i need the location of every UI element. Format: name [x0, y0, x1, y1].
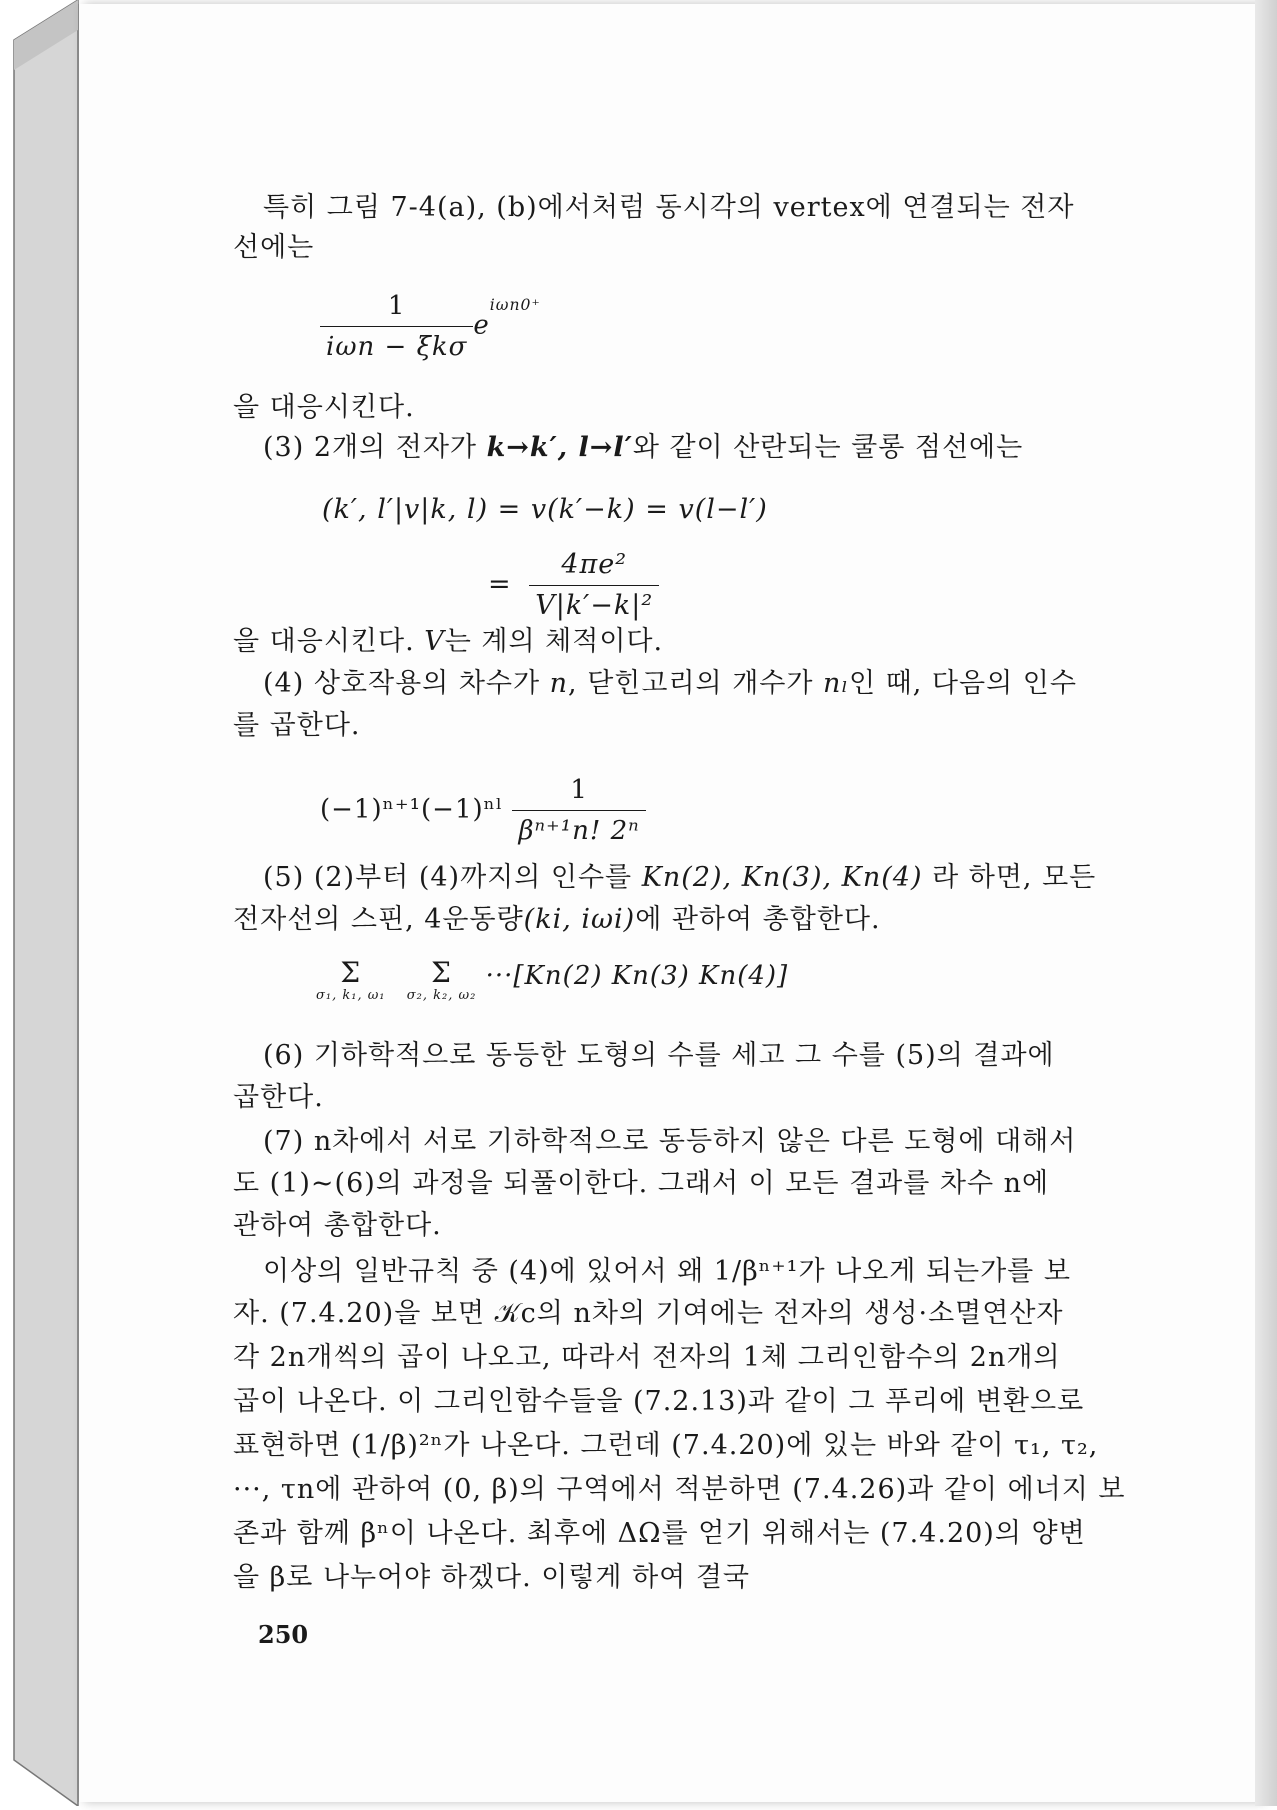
equals-sign: =	[488, 569, 512, 600]
book-spine-shape	[0, 0, 80, 1806]
text-segment: (5) (2)부터 (4)까지의 인수를	[263, 862, 642, 893]
text-line: 를 곱한다.	[233, 710, 361, 741]
text-line: 특히 그림 7-4(a), (b)에서처럼 동시각의 vertex에 연결되는 전자	[263, 192, 1075, 223]
text-line: (6) 기하학적으로 동등한 도형의 수를 세고 그 수를 (5)의 결과에	[263, 1040, 1055, 1071]
text-segment: 와 같이 산란되는 쿨롱 점선에는	[632, 432, 1024, 463]
text-line	[233, 900, 881, 940]
text-line: 을 대응시킨다.	[233, 392, 415, 423]
numerator: 1	[512, 770, 645, 811]
text-line: ···, τn에 관하여 (0, β)의 구역에서 적분하면 (7.4.26)과 같이 에너지 보	[233, 1474, 1126, 1505]
text-segment: 에 관하여 총합한다.	[635, 904, 881, 935]
math-inline: Kn(2), Kn(3), Kn(4)	[641, 862, 923, 893]
text-line: 을 β로 나누어야 하겠다. 이렇게 하여 결국	[233, 1562, 750, 1593]
text-segment: 을 대응시킨다.	[233, 626, 425, 657]
denominator: iωn − ξkσ	[326, 332, 468, 362]
exponent: iωn0⁺	[489, 295, 541, 314]
equation-factor	[320, 770, 646, 851]
denominator: βⁿ⁺¹n! 2ⁿ	[518, 816, 640, 846]
sum-index: σ₂, k₂, ω₂	[406, 988, 477, 1003]
equation-coulomb-line1: (k′, l′|v|k, l) = v(k′−k) = v(l−l′)	[322, 494, 768, 525]
equation-sum	[316, 958, 788, 1004]
text-line: 이상의 일반규칙 중 (4)에 있어서 왜 1/βⁿ⁺¹가 나오게 되는가를 보	[263, 1256, 1071, 1287]
sign-factors: (−1)ⁿ⁺¹(−1)ⁿˡ	[320, 794, 504, 825]
text-segment: 는 계의 체적이다.	[444, 626, 664, 657]
text-line: 관하여 총합한다.	[233, 1210, 442, 1241]
sigma-symbol: Σ	[340, 956, 362, 989]
math-inline: n	[549, 668, 569, 699]
text-segment: 인 때, 다음의 인수	[849, 668, 1077, 699]
text-line: 존과 함께 βⁿ이 나온다. 최후에 ΔΩ를 얻기 위해서는 (7.4.20)의 양변	[233, 1518, 1086, 1549]
sum-body: ···[Kn(2) Kn(3) Kn(4)]	[485, 961, 789, 991]
text-line: 각 2n개씩의 곱이 나오고, 따라서 전자의 1체 그리인함수의 2n개의	[233, 1342, 1061, 1373]
page-edge	[1255, 0, 1277, 1806]
fraction	[529, 545, 659, 626]
text-line	[263, 664, 1077, 704]
text-line: 표현하면 (1/β)²ⁿ가 나온다. 그런데 (7.4.20)에 있는 바와 같이 τ₁, τ₂,	[233, 1430, 1099, 1461]
math-inline: k→k′, l→l′	[486, 432, 633, 463]
text-segment: 전자선의 스핀, 4운동량	[233, 904, 524, 935]
text-line	[263, 428, 1023, 468]
fraction	[512, 770, 645, 851]
equation-coulomb-line2	[488, 545, 659, 626]
text-segment: 라 하면, 모든	[932, 862, 1097, 893]
text-line	[263, 858, 1096, 898]
text-line: (7) n차에서 서로 기하학적으로 동등하지 않은 다른 도형에 대해서	[263, 1126, 1077, 1157]
equation-propagator	[320, 286, 541, 367]
fraction	[320, 286, 473, 367]
text-line: 선에는	[233, 232, 315, 263]
text-line	[233, 622, 663, 662]
text-segment: (3) 2개의 전자가	[263, 432, 487, 463]
math-inline: V	[424, 626, 445, 657]
sigma-symbol: Σ	[431, 956, 452, 989]
text-line: 도 (1)~(6)의 과정을 되풀이한다. 그래서 이 모든 결과를 차수 n에	[233, 1168, 1050, 1199]
summation-1	[316, 958, 386, 1004]
numerator: 4πe²	[529, 545, 659, 586]
math-inline: (ki, iωi)	[523, 904, 636, 935]
text-line: 곱이 나온다. 이 그리인함수들을 (7.2.13)과 같이 그 푸리에 변환으로	[233, 1386, 1085, 1417]
text-line: 곱한다.	[233, 1082, 324, 1113]
book-spine	[0, 0, 80, 1806]
page-number: 250	[258, 1620, 309, 1649]
summation-2	[407, 958, 477, 1004]
exponential: e	[473, 310, 490, 341]
math-inline: nₗ	[823, 668, 849, 699]
text-line: 자. (7.4.20)을 보면 𝒦c의 n차의 기여에는 전자의 생성·소멸연산자	[233, 1298, 1064, 1329]
denominator: V|k′−k|²	[535, 590, 654, 621]
text-segment: (4) 상호작용의 차수가	[263, 668, 550, 699]
numerator: 1	[320, 286, 473, 327]
text-segment: , 닫힌고리의 개수가	[568, 668, 824, 699]
sum-index: σ₁, k₁, ω₁	[316, 988, 386, 1003]
